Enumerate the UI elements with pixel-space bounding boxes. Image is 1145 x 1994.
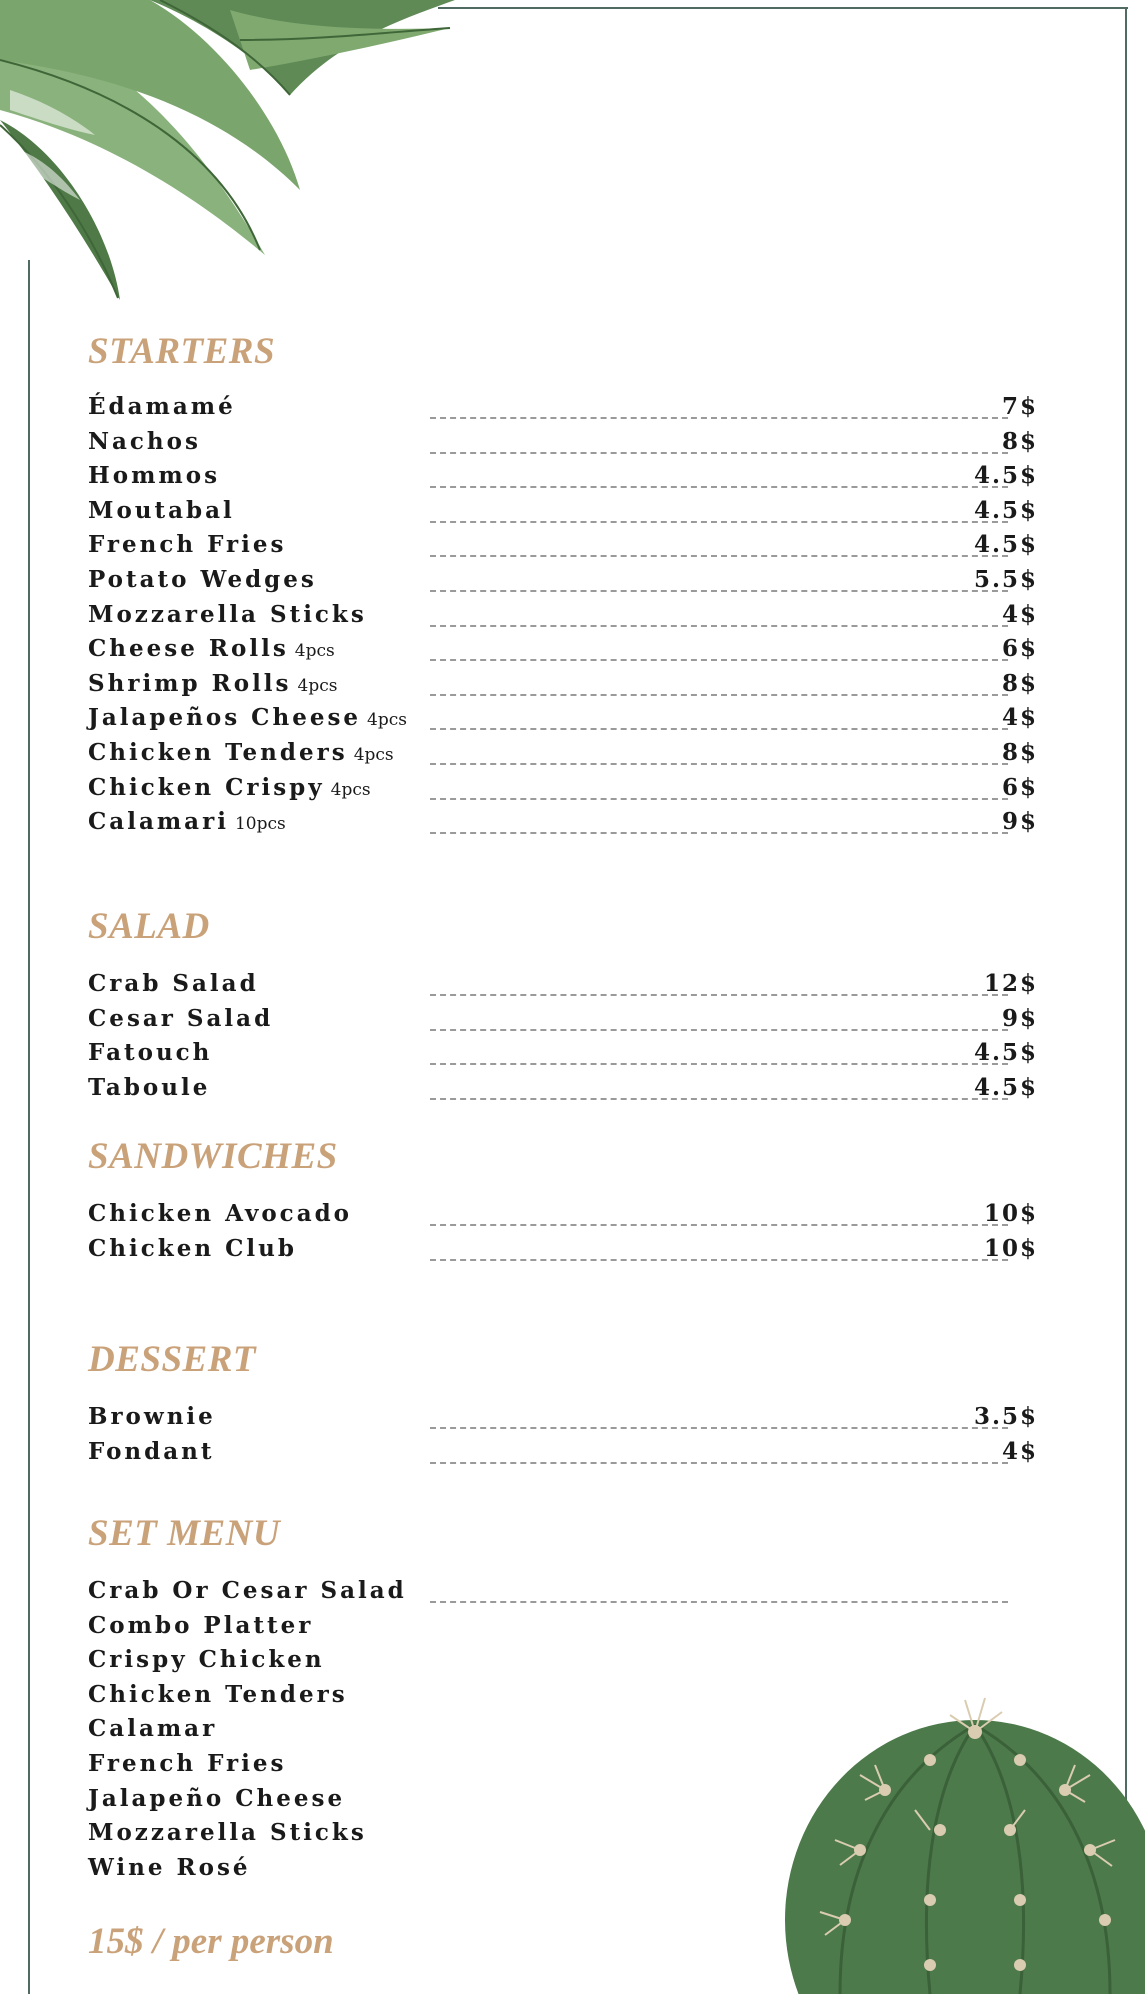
cactus-icon [780, 1690, 1145, 1994]
menu-item-label: Chicken Avocado [88, 1200, 353, 1227]
dotted-leader [430, 1427, 1008, 1429]
dotted-leader [430, 798, 1008, 800]
menu-item-label: Taboule [88, 1073, 211, 1101]
section-title-starters: STARTERS [88, 331, 276, 372]
dotted-leader [430, 1098, 1008, 1100]
dotted-leader [430, 694, 1008, 696]
menu-item-name [88, 1403, 216, 1430]
menu-item [88, 1612, 1038, 1646]
menu-item-price: 6$ [1001, 635, 1038, 663]
dotted-leader [430, 994, 1008, 996]
menu-item-price: 4.5$ [973, 462, 1038, 490]
menu-item-price: 10$ [983, 1234, 1038, 1262]
menu-item-name [88, 1039, 212, 1066]
palm-leaves-icon [0, 0, 460, 310]
menu-item-label: Chicken Tenders [88, 1680, 348, 1708]
menu-item [88, 1005, 1038, 1039]
menu-item [88, 774, 1038, 808]
menu-item-label: Combo Platter [88, 1611, 314, 1639]
menu-item [88, 1438, 1038, 1472]
menu-item-label: Jalapeños Cheese [88, 704, 362, 732]
menu-item-label: Crab Salad [88, 970, 259, 997]
menu-item-price: 6$ [1001, 773, 1038, 801]
menu-item-price: 4$ [1001, 704, 1038, 732]
dotted-leader [430, 659, 1008, 661]
menu-item [88, 704, 1038, 738]
menu-item-name [88, 393, 236, 420]
menu-item-price: 9$ [1001, 1004, 1038, 1032]
menu-item-quantity: 4pcs [297, 675, 338, 696]
menu-item-name [88, 566, 317, 593]
dotted-leader [430, 555, 1008, 557]
dotted-leader [430, 1601, 1008, 1603]
menu-item-name [88, 1074, 210, 1101]
menu-item [88, 531, 1038, 565]
menu-item [88, 808, 1038, 842]
dotted-leader [430, 1224, 1008, 1226]
menu-item-name [88, 462, 220, 489]
menu-item-price: 5.5$ [973, 566, 1038, 593]
menu-item [88, 428, 1038, 462]
menu-item [88, 1074, 1038, 1108]
dotted-leader [430, 1063, 1008, 1065]
dotted-leader [430, 1029, 1008, 1031]
menu-item-label: Chicken Tenders [88, 739, 348, 766]
menu-item-label: Chicken Crispy [88, 773, 325, 801]
menu-item-label: Crispy Chicken [88, 1646, 325, 1674]
frame-border-top [438, 7, 1128, 9]
menu-item [88, 462, 1038, 496]
menu-item-name [88, 1438, 214, 1465]
menu-item-label: Mozzarella Sticks [88, 1819, 367, 1847]
menu-item-name [88, 1819, 367, 1846]
menu-item [88, 1403, 1038, 1437]
menu-item-label: Hommos [88, 462, 221, 490]
menu-item-name [88, 1785, 345, 1812]
dotted-leader [430, 1462, 1008, 1464]
menu-item-name [88, 1200, 352, 1227]
menu-item-price: 3.5$ [973, 1403, 1038, 1430]
menu-item-price: 4$ [1001, 600, 1038, 628]
frame-border-left [28, 260, 30, 1994]
menu-item-price: 4.5$ [973, 496, 1038, 524]
menu-item-quantity: 10pcs [234, 814, 286, 835]
menu-item-quantity: 4pcs [353, 745, 394, 765]
menu-item-price: 8$ [1001, 669, 1038, 697]
menu-item [88, 1577, 1038, 1611]
dotted-leader [430, 728, 1008, 730]
menu-item-name [88, 601, 367, 628]
menu-item-label: French Fries [88, 1750, 287, 1777]
menu-item [88, 1200, 1038, 1234]
menu-item-name [88, 739, 394, 766]
menu-item-name [88, 1005, 273, 1032]
menu-item-name [88, 970, 259, 997]
menu-item-label: Fatouch [88, 1039, 213, 1067]
section-title-dessert: DESSERT [88, 1339, 257, 1380]
menu-item [88, 670, 1038, 704]
dotted-leader [430, 1259, 1008, 1261]
menu-item-name [88, 774, 371, 801]
menu-item-name [88, 704, 407, 731]
menu-item-label: Mozzarella Sticks [88, 600, 367, 628]
menu-item [88, 970, 1038, 1004]
menu-item-label: Cheese Rolls [88, 635, 289, 663]
menu-item-name [88, 1750, 287, 1777]
menu-item-name [88, 808, 286, 835]
dotted-leader [430, 763, 1008, 765]
menu-item-name [88, 1612, 313, 1639]
menu-item [88, 1039, 1038, 1073]
menu-item-name [88, 670, 337, 697]
menu-item-label: Chicken Club [88, 1234, 297, 1262]
menu-item-name [88, 497, 235, 524]
dotted-leader [430, 521, 1008, 523]
menu-item-price: 4.5$ [973, 1039, 1038, 1067]
menu-item-label: Nachos [88, 427, 201, 455]
menu-item-price: 4.5$ [973, 531, 1038, 559]
menu-item-label: Crab Or Cesar Salad [88, 1577, 407, 1604]
menu-item-label: Shrimp Rolls [88, 669, 292, 697]
menu-item-quantity: 4pcs [294, 641, 335, 662]
section-title-sandwiches: SANDWICHES [88, 1136, 338, 1177]
dotted-leader [430, 625, 1008, 627]
menu-item [88, 566, 1038, 600]
menu-item-price: 4$ [1001, 1437, 1038, 1465]
dotted-leader [430, 832, 1008, 834]
menu-item-price: 8$ [1001, 427, 1038, 455]
menu-item-label: Édamamé [88, 393, 236, 420]
menu-item-label: French Fries [88, 531, 287, 559]
menu-item-label: Calamari [88, 808, 229, 836]
menu-item-quantity: 4pcs [330, 779, 371, 800]
set-menu-price: 15$ / per person [88, 1921, 334, 1962]
menu-item [88, 601, 1038, 635]
section-title-salad: SALAD [88, 906, 210, 947]
menu-item-name [88, 1235, 297, 1262]
menu-item-name [88, 1854, 251, 1881]
menu-item-price: 9$ [1001, 808, 1038, 836]
dotted-leader [430, 590, 1008, 592]
menu-item-label: Brownie [88, 1403, 216, 1430]
menu-item-price: 7$ [1001, 393, 1038, 420]
dotted-leader [430, 452, 1008, 454]
menu-item-label: Wine Rosé [88, 1853, 251, 1881]
menu-item-price: 10$ [983, 1200, 1038, 1227]
menu-item [88, 393, 1038, 427]
menu-item-name [88, 1715, 217, 1742]
menu-item-label: Cesar Salad [88, 1004, 274, 1032]
menu-item-name [88, 635, 335, 662]
menu-item [88, 1646, 1038, 1680]
menu-item-name [88, 1646, 325, 1673]
section-title-set-menu: SET MENU [88, 1513, 281, 1554]
menu-item-name [88, 531, 287, 558]
menu-item [88, 635, 1038, 669]
menu-item-name [88, 428, 201, 455]
dotted-leader [430, 417, 1008, 419]
menu-item-quantity: 4pcs [367, 710, 407, 731]
menu-item-name [88, 1577, 407, 1604]
menu-item-price: 4.5$ [973, 1073, 1038, 1101]
menu-item-label: Calamar [88, 1715, 218, 1743]
menu-item [88, 739, 1038, 773]
menu-item-label: Moutabal [88, 496, 235, 524]
menu-item [88, 497, 1038, 531]
menu-item [88, 1235, 1038, 1269]
menu-item-price: 8$ [1001, 739, 1038, 766]
dotted-leader [430, 486, 1008, 488]
menu-item-price: 12$ [983, 970, 1038, 997]
menu-item-label: Potato Wedges [88, 566, 317, 593]
menu-item-name [88, 1681, 348, 1708]
menu-item-label: Fondant [88, 1437, 215, 1465]
menu-item-label: Jalapeño Cheese [88, 1784, 346, 1812]
